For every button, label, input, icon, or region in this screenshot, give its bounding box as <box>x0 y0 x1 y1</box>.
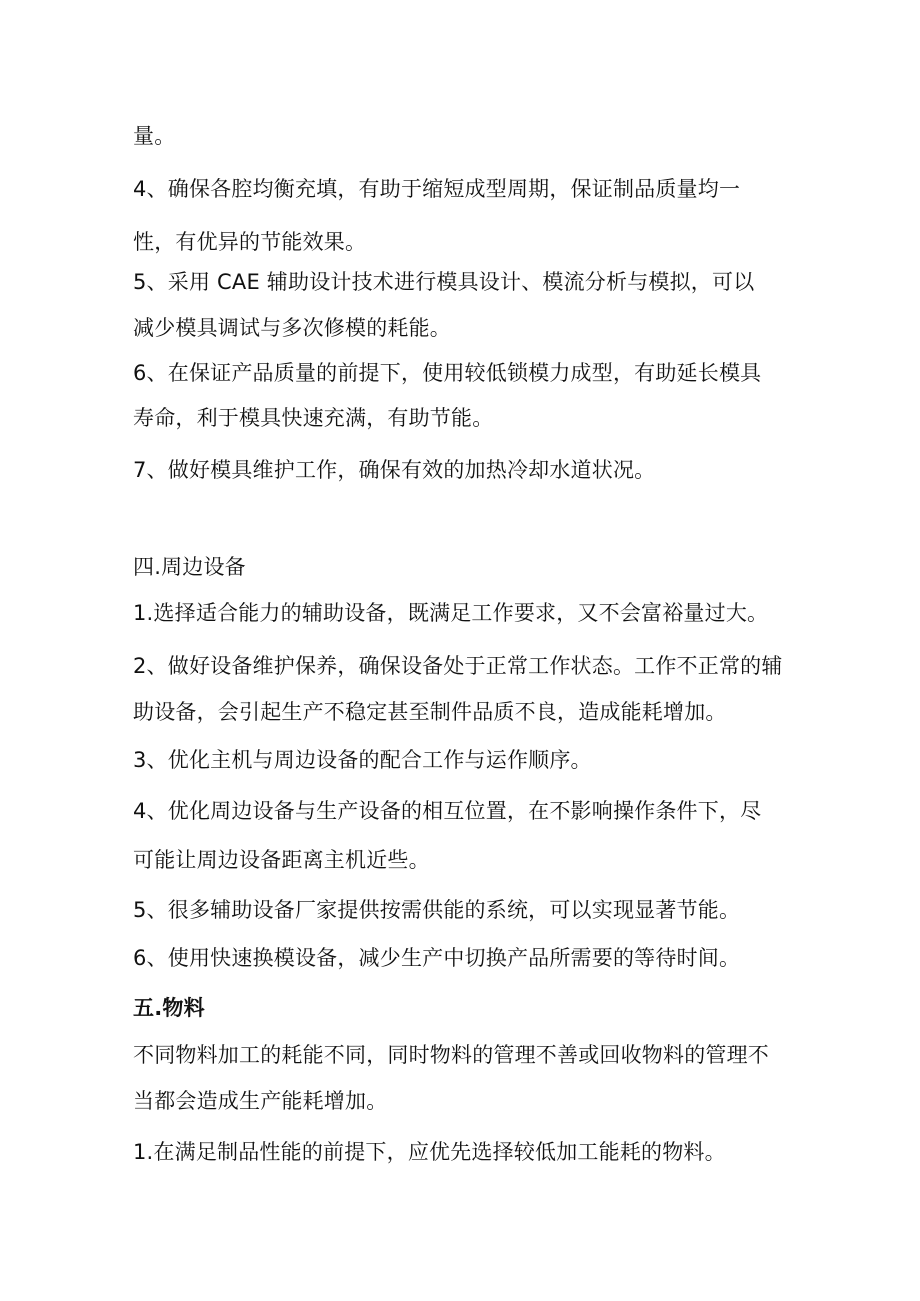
text-line: 当都会造成生产能耗增加。 <box>133 1089 388 1113</box>
text-line: 4、确保各腔均衡充填，有助于缩短成型周期，保证制品质量均一 <box>133 177 741 201</box>
section-heading-peripheral-equipment: 四.周边设备 <box>133 555 246 579</box>
text-line: 寿命，利于模具快速充满，有助节能。 <box>133 406 494 430</box>
text-line: 6、在保证产品质量的前提下，使用较低锁模力成型，有助延长模具 <box>133 361 762 385</box>
text-line: 量。 <box>133 124 176 148</box>
text-line: 3、优化主机与周边设备的配合工作与运作顺序。 <box>133 748 592 772</box>
text-line: 不同物料加工的耗能不同，同时物料的管理不善或回收物料的管理不 <box>133 1043 769 1067</box>
text-line: 4、优化周边设备与生产设备的相互位置，在不影响操作条件下，尽 <box>133 799 762 823</box>
section-heading-materials: 五.物料 <box>133 996 205 1020</box>
text-line: 1.选择适合能力的辅助设备，既满足工作要求，又不会富裕量过大。 <box>133 601 769 625</box>
text-line: 2、做好设备维护保养，确保设备处于正常工作状态。工作不正常的辅 <box>133 654 783 678</box>
text-line: 助设备，会引起生产不稳定甚至制件品质不良，造成能耗增加。 <box>133 700 727 724</box>
text-line: 6、使用快速换模设备，减少生产中切换产品所需要的等待时间。 <box>133 946 741 970</box>
text-line: 5、采用 CAE 辅助设计技术进行模具设计、模流分析与模拟，可以 <box>133 270 755 294</box>
text-line: 可能让周边设备距离主机近些。 <box>133 848 430 872</box>
text-line: 5、很多辅助设备厂家提供按需供能的系统，可以实现显著节能。 <box>133 898 741 922</box>
text-line: 1.在满足制品性能的前提下，应优先选择较低加工能耗的物料。 <box>133 1140 726 1164</box>
text-line: 性，有优异的节能效果。 <box>133 230 367 254</box>
text-line: 7、做好模具维护工作，确保有效的加热冷却水道状况。 <box>133 458 656 482</box>
text-line: 减少模具调试与多次修模的耗能。 <box>133 316 451 340</box>
